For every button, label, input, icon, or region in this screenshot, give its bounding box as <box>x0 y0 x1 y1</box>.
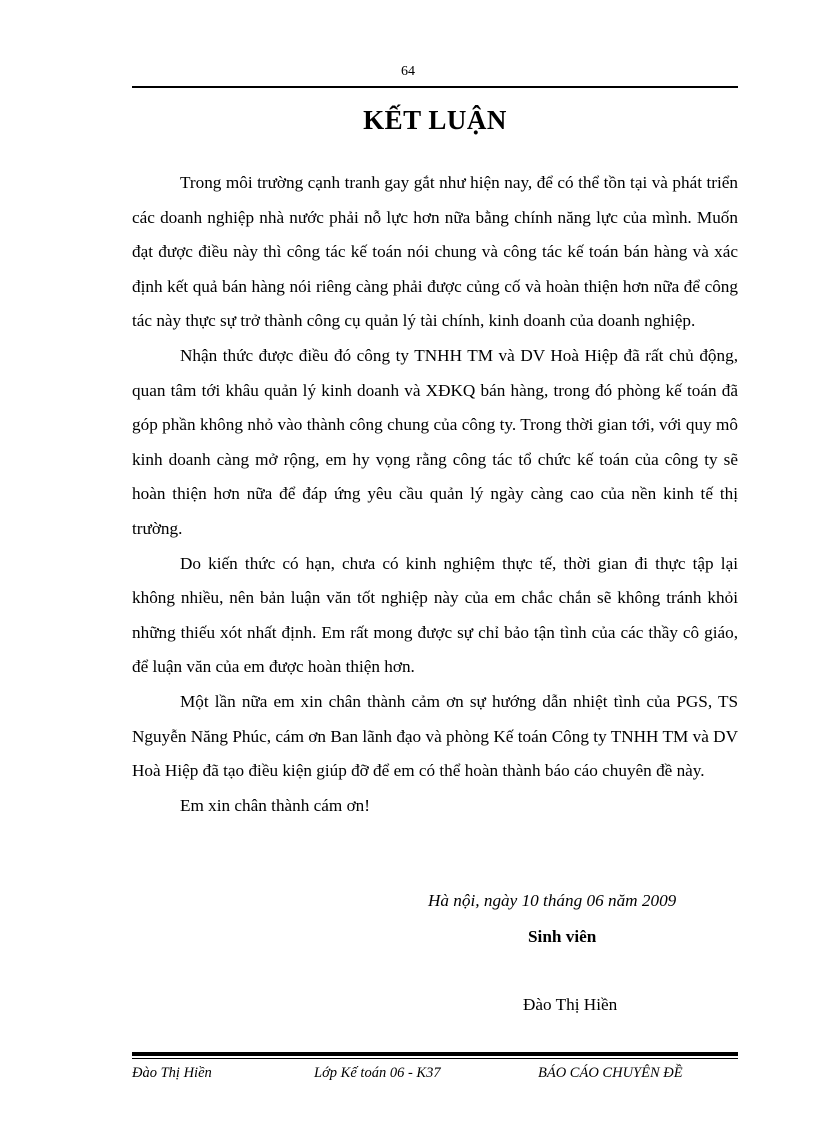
header-rule <box>132 86 738 88</box>
body-text <box>132 166 738 823</box>
paragraph: Nhận thức được điều đó công ty TNHH TM và DV Hoà Hiệp đã rất chủ động, quan tâm tới khâu quản lý kinh doanh và XĐKQ bán hàng, trong đó phòng kế toán đã góp phần không nhỏ vào thành công chung của công ty. Trong thời gian tới, với quy mô kinh doanh càng mở rộng, em hy vọng rằng công tác tổ chức kế toán của công ty sẽ hoàn thiện hơn nữa để đáp ứng yêu cầu quản lý ngày càng cao của nền kinh tế thị trường. <box>132 345 738 538</box>
page-number: 64 <box>401 64 415 79</box>
footer-doc-type: BÁO CÁO CHUYÊN ĐỀ <box>538 1065 683 1081</box>
signature-role: Sinh viên <box>528 927 597 946</box>
signature-name: Đào Thị Hiền <box>523 995 618 1014</box>
footer-class: Lớp Kế toán 06 - K37 <box>314 1065 441 1081</box>
closing-thanks: Em xin chân thành cám ơn! <box>180 795 370 815</box>
page-title: KẾT LUẬN <box>363 105 507 135</box>
signature-date: Hà nội, ngày 10 tháng 06 năm 2009 <box>428 891 677 910</box>
paragraph: Trong môi trường cạnh tranh gay gắt như hiện nay, để có thể tồn tại và phát triển các doanh nghiệp nhà nước phải nỗ lực hơn nữa bằng chính năng lực của mình. Muốn đạt được điều này thì công tác kế toán nói chung và công tác kế toán bán hàng và xác định kết quả bán hàng nói riêng càng phải được củng cố và hoàn thiện hơn nữa để công tác này thực sự trở thành công cụ quản lý tài chính, kinh doanh của doanh nghiệp. <box>132 173 738 331</box>
paragraph: Một lần nữa em xin chân thành cảm ơn sự hướng dẫn nhiệt tình của PGS, TS Nguyễn Năng Phúc, cám ơn Ban lãnh đạo và phòng Kế toán Công ty TNHH TM và DV Hoà Hiệp đã tạo điều kiện giúp đỡ để em có thể hoàn thành báo cáo chuyên đề này. <box>132 691 738 781</box>
footer-rule <box>132 1052 738 1056</box>
footer-rule-thin <box>132 1058 738 1059</box>
footer-author: Đào Thị Hiền <box>132 1065 212 1081</box>
paragraph: Do kiến thức có hạn, chưa có kinh nghiệm thực tế, thời gian đi thực tập lại không nhiều, nên bản luận văn tốt nghiệp này của em chắc chắn sẽ không tránh khỏi những thiếu xót nhất định. Em rất mong được sự chỉ bảo tận tình của các thầy cô giáo, để luận văn của em được hoàn thiện hơn. <box>132 553 738 677</box>
